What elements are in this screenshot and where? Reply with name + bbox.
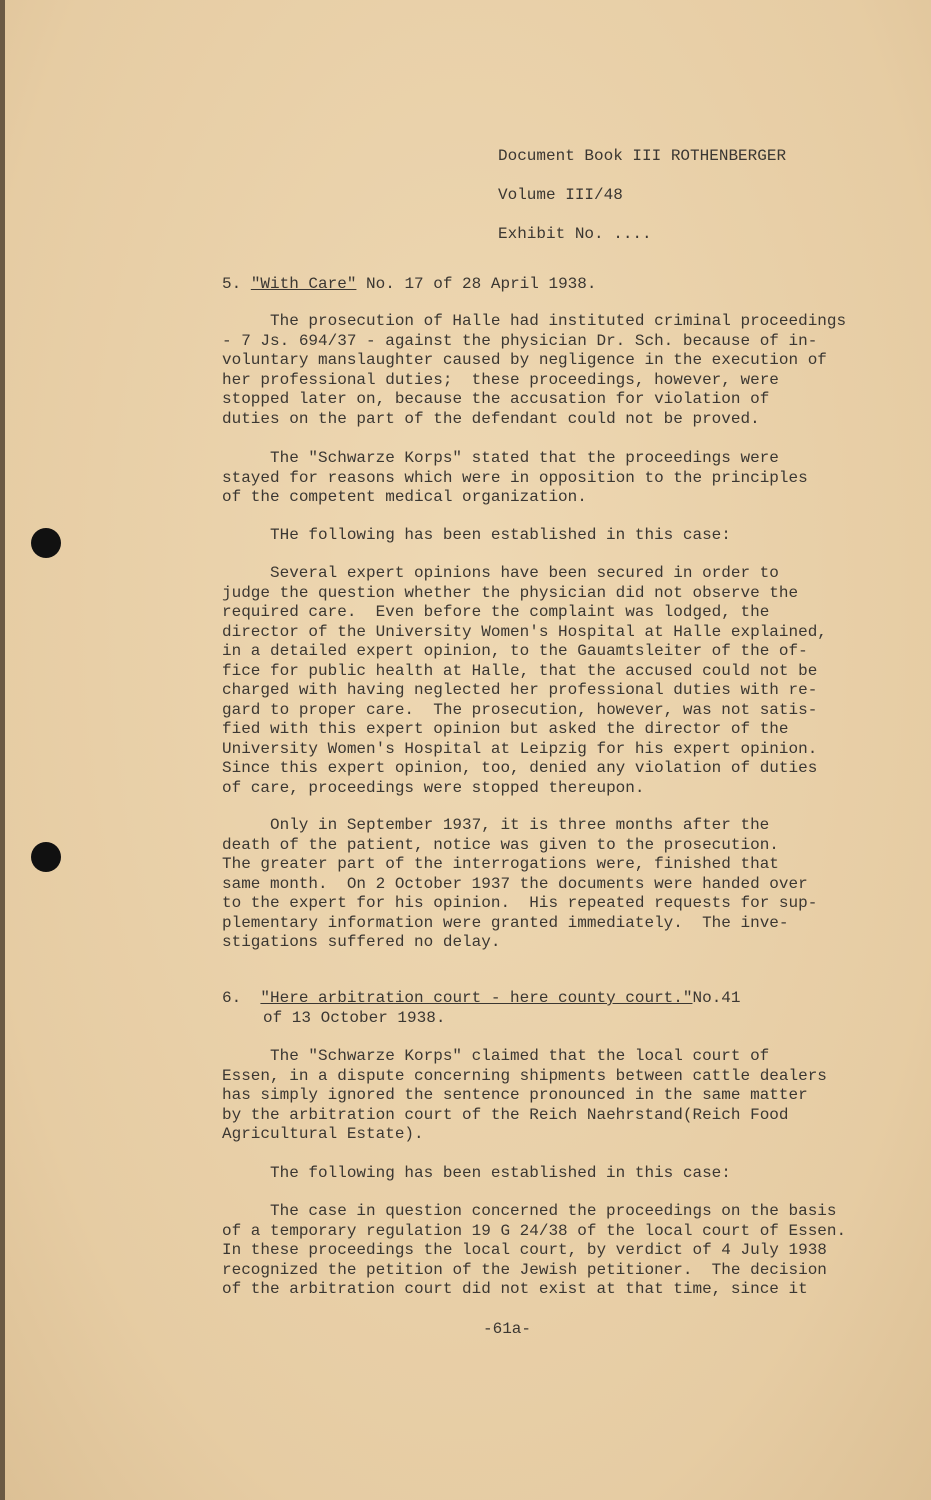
text-line: The case in question concerned the proceedings on the basis bbox=[270, 1202, 837, 1220]
text-line: In these proceedings the local court, by verdict of 4 July 1938 bbox=[222, 1241, 827, 1259]
text-line: of a temporary regulation 19 G 24/38 of the local court of Essen. bbox=[222, 1221, 847, 1240]
text-line: in a detailed expert opinion, to the Gauamtsleiter of the of- bbox=[222, 642, 808, 660]
text-line: fice for public health at Halle, that the accused could not be bbox=[222, 661, 818, 680]
volume-label: Volume III/48 bbox=[498, 186, 623, 204]
text-line: of the arbitration court did not exist at that time, since it bbox=[222, 1280, 808, 1298]
text-line: Essen, in a dispute concerning shipments between cattle dealers bbox=[222, 1066, 827, 1085]
paragraph bbox=[222, 1047, 827, 1145]
document-book-label: Document Book III ROTHENBERGER bbox=[498, 147, 787, 165]
text-line: required care. Even before the complaint was lodged, the bbox=[222, 603, 770, 621]
text-line: recognized the petition of the Jewish petitioner. The decision bbox=[222, 1260, 827, 1279]
text-line: The prosecution of Halle had instituted criminal proceedings bbox=[270, 312, 847, 330]
page-number: -61a- bbox=[483, 1320, 532, 1338]
item-number: 5. bbox=[222, 275, 242, 293]
text-line: gard to proper care. The prosecution, however, was not satis- bbox=[222, 700, 818, 719]
paragraph bbox=[222, 1164, 731, 1184]
text-line: director of the University Women's Hospital at Halle explained, bbox=[222, 622, 827, 641]
item-source: No. 17 of 28 April 1938. bbox=[356, 275, 597, 293]
text-line: by the arbitration court of the Reich Naehrstand(Reich Food bbox=[222, 1105, 789, 1124]
item-source: No.41 bbox=[692, 989, 741, 1007]
item-title: "Here arbitration court - here county court." bbox=[260, 989, 693, 1007]
text-line: has simply ignored the sentence pronounced in the same matter bbox=[222, 1086, 808, 1104]
item-6-heading bbox=[222, 989, 741, 1028]
text-line: stopped later on, because the accusation for violation of bbox=[222, 390, 770, 408]
exhibit-label: Exhibit No. .... bbox=[498, 225, 652, 243]
text-line: The "Schwarze Korps" claimed that the local court of bbox=[270, 1047, 770, 1065]
text-line: judge the question whether the physician did not observe the bbox=[222, 583, 799, 602]
text-line: to the expert for his opinion. His repeated requests for sup- bbox=[222, 894, 818, 912]
punch-hole bbox=[31, 528, 61, 558]
text-line: her professional duties; these proceedings, however, were bbox=[222, 370, 779, 389]
text-line: fied with this expert opinion but asked the director of the bbox=[222, 720, 789, 738]
paragraph bbox=[222, 526, 731, 546]
paragraph bbox=[222, 449, 808, 508]
text-line: - 7 Js. 694/37 - against the physician Dr. Sch. because of in- bbox=[222, 331, 818, 350]
text-line: charged with having neglected her professional duties with re- bbox=[222, 681, 818, 699]
paragraph bbox=[222, 1202, 846, 1300]
item-title: "With Care" bbox=[250, 275, 357, 293]
paragraph bbox=[222, 816, 817, 953]
text-line: stayed for reasons which were in opposition to the principles bbox=[222, 468, 808, 487]
text-line: voluntary manslaughter caused by negligence in the execution of bbox=[222, 351, 827, 369]
text-line: of the competent medical organization. bbox=[222, 488, 587, 506]
text-line: University Women's Hospital at Leipzig for his expert opinion. bbox=[222, 739, 818, 758]
paragraph bbox=[222, 312, 846, 429]
text-line: Agricultural Estate). bbox=[222, 1125, 424, 1143]
document-header bbox=[498, 137, 786, 254]
punch-hole bbox=[31, 842, 61, 872]
text-line: Since this expert opinion, too, denied any violation of duties bbox=[222, 759, 818, 777]
text-line: The "Schwarze Korps" stated that the proceedings were bbox=[270, 449, 779, 467]
text-line: same month. On 2 October 1937 the documents were handed over bbox=[222, 874, 808, 893]
paragraph bbox=[222, 564, 827, 798]
text-line: Several expert opinions have been secured in order to bbox=[270, 564, 779, 582]
text-line: The greater part of the interrogations were, finished that bbox=[222, 855, 779, 873]
item-date: of 13 October 1938. bbox=[263, 1008, 446, 1027]
page-edge bbox=[0, 0, 5, 1500]
text-line: death of the patient, notice was given to the prosecution. bbox=[222, 835, 779, 854]
text-line: The following has been established in this case: bbox=[270, 1164, 731, 1182]
text-line: THe following has been established in this case: bbox=[270, 526, 731, 544]
text-line: of care, proceedings were stopped thereupon. bbox=[222, 778, 645, 797]
item-number: 6. bbox=[222, 989, 242, 1007]
text-line: stigations suffered no delay. bbox=[222, 933, 501, 951]
text-line: duties on the part of the defendant could not be proved. bbox=[222, 409, 760, 428]
text-line: plementary information were granted immediately. The inve- bbox=[222, 913, 789, 932]
item-5-heading bbox=[222, 275, 596, 295]
text-line: Only in September 1937, it is three months after the bbox=[270, 816, 770, 834]
